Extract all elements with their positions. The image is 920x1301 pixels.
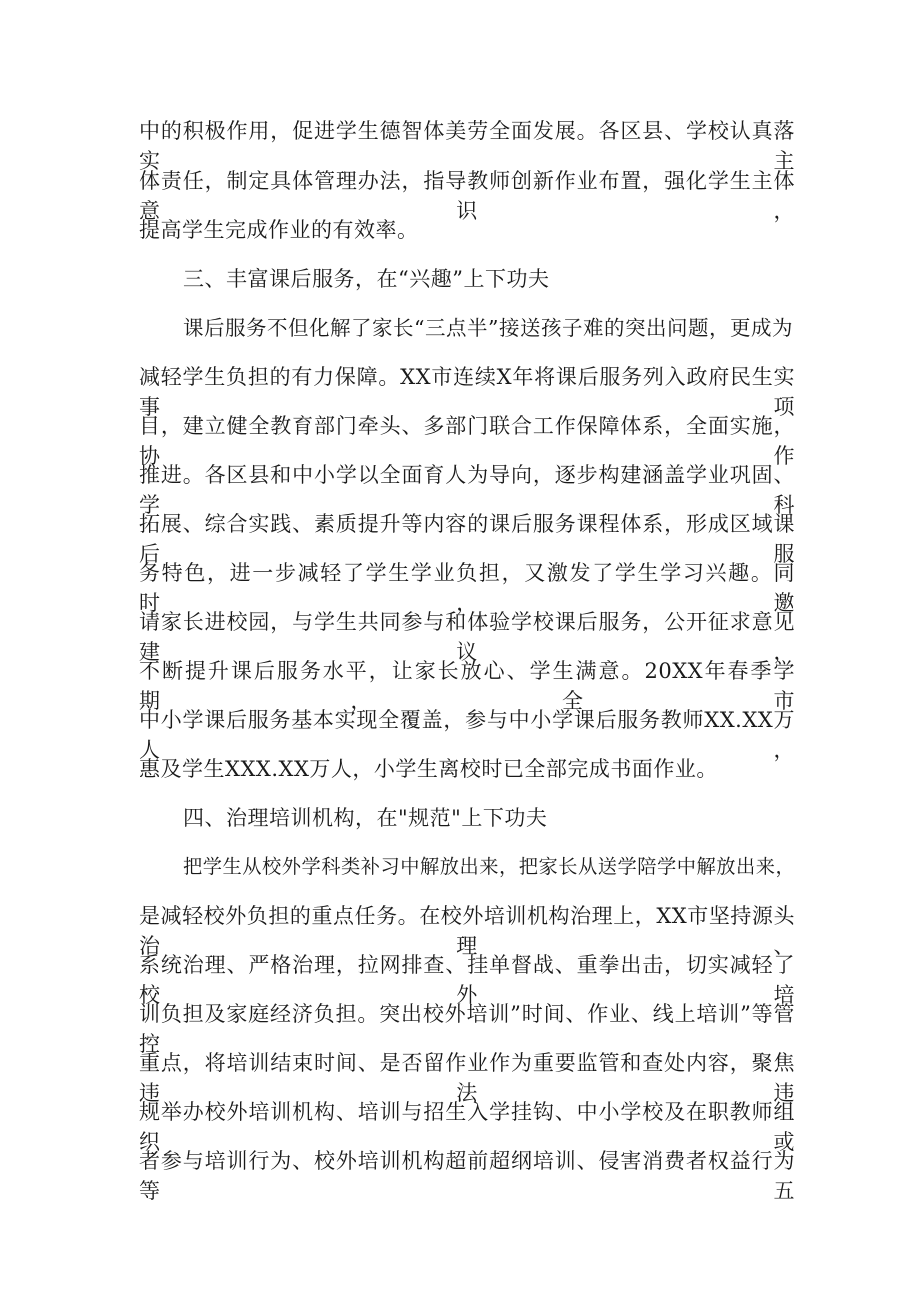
paragraph-line: 请家长进校园，与学生共同参与和体验学校课后服务，公开征求意见建议，: [139, 610, 795, 664]
paragraph-line: 不断提升课后服务水平，让家长放心、学生满意。20XX年春季学期，全市: [139, 659, 795, 713]
paragraph-line: 是减轻校外负担的重点任务。在校外培训机构治理上，XX市坚持源头治理、: [139, 904, 795, 958]
paragraph-line: 拓展、综合实践、素质提升等内容的课后服务课程体系，形成区域课后服: [139, 512, 795, 566]
paragraph-line: 课后服务不但化解了家长“三点半”接送孩子难的突出问题，更成为: [183, 316, 793, 340]
paragraph-line: 中小学课后服务基本实现全覆盖，参与中小学课后服务教师XX.XX万人，: [139, 708, 795, 762]
paragraph-line: 者参与培训行为、校外培训机构超前超纲培训、侵害消费者权益行为等五: [139, 1149, 795, 1203]
paragraph-line: 减轻学生负担的有力保障。XX市连续X年将课后服务列入政府民生实事项: [139, 365, 795, 419]
paragraph-line: 推进。各区县和中小学以全面育人为导向，逐步构建涵盖学业巩固、学科: [139, 463, 795, 517]
paragraph-line: 系统治理、严格治理，拉网排查、挂单督战、重拳出击，切实减轻了校外培: [139, 953, 795, 1007]
paragraph-line: 务特色，进一步减轻了学生学业负担，又激发了学生学习兴趣。同时，邀: [139, 561, 795, 615]
section-heading-3: 三、丰富课后服务，在“兴趣”上下功夫: [183, 267, 550, 291]
paragraph-line: 把学生从校外学科类补习中解放出来，把家长从送学陪学中解放出来，: [183, 855, 796, 878]
paragraph-line: 提高学生完成作业的有效率。: [139, 218, 419, 242]
paragraph-line: 训负担及家庭经济负担。突出校外培训”时间、作业、线上培训”等管控: [139, 1002, 795, 1056]
paragraph-line: 惠及学生XXX.XX万人，小学生离校时已全部完成书面作业。: [139, 757, 718, 781]
section-heading-4: 四、治理培训机构，在"规范"上下功夫: [183, 806, 548, 830]
paragraph-line: 体责任，制定具体管理办法，指导教师创新作业布置，强化学生主体意识，: [139, 169, 795, 223]
paragraph-line: 中的积极作用，促进学生德智体美劳全面发展。各区县、学校认真落实主: [139, 119, 795, 173]
paragraph-line: 规举办校外培训机构、培训与招生入学挂钩、中小学校及在职教师组织或: [139, 1100, 795, 1154]
paragraph-line: 目，建立健全教育部门牵头、多部门联合工作保障体系，全面实施，协作: [139, 414, 795, 468]
paragraph-line: 重点，将培训结束时间、是否留作业作为重要监管和查处内容，聚焦违法违: [139, 1051, 795, 1105]
